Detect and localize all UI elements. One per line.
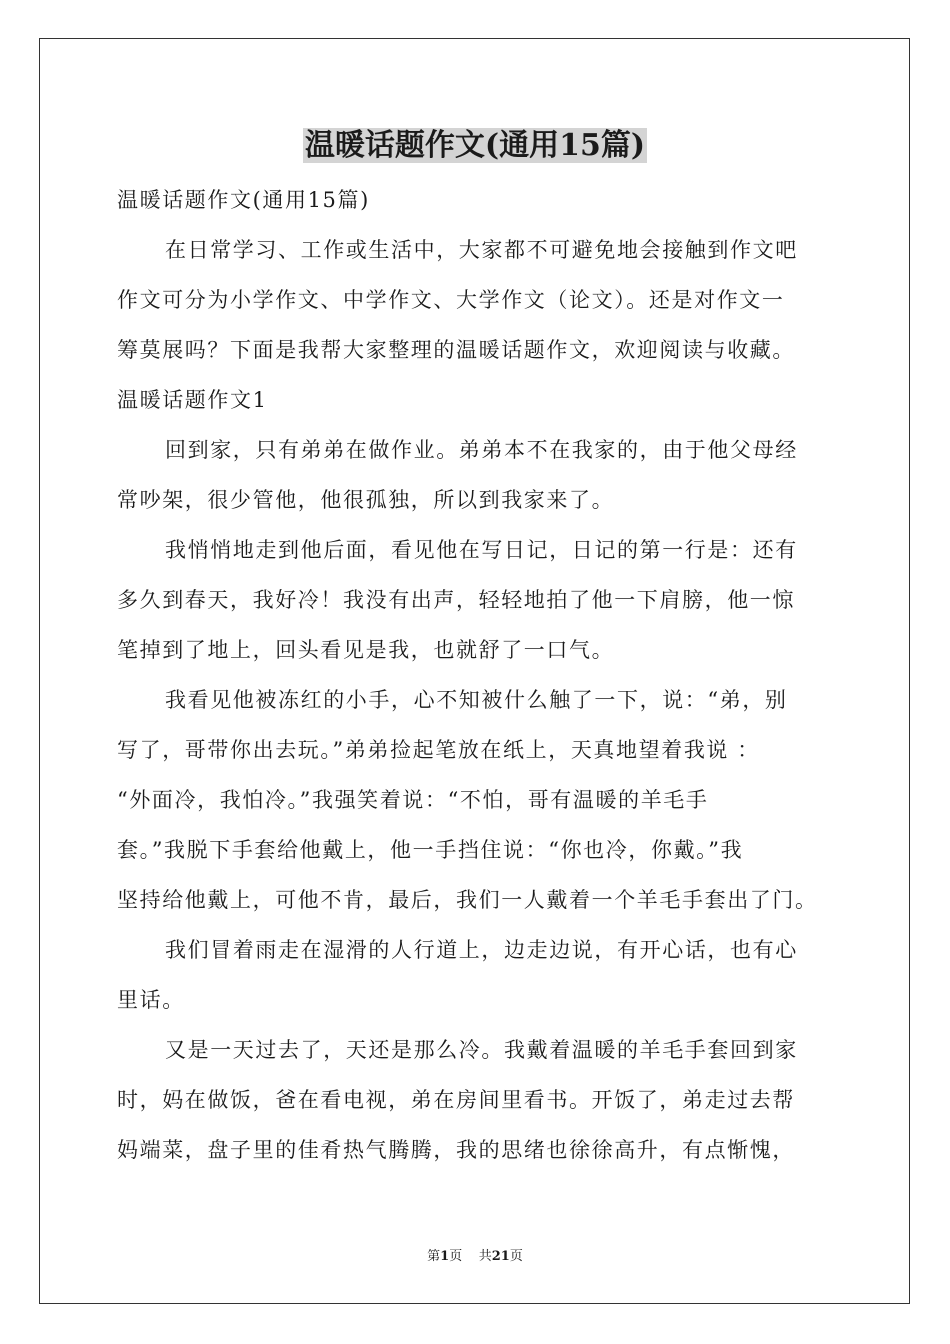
document-title bbox=[0, 124, 950, 168]
text-line: 回到家，只有弟弟在做作业。弟弟本不在我家的，由于他父母经 bbox=[165, 438, 798, 462]
total-suffix: 页 bbox=[509, 1249, 523, 1264]
text-line: 我看见他被冻红的小手，心不知被什么触了一下，说：“弟，别 bbox=[165, 688, 788, 712]
document-body bbox=[117, 175, 857, 1175]
text-line: 写了，哥带你出去玩。”弟弟捡起笔放在纸上，天真地望着我说 ： bbox=[117, 738, 760, 762]
document-title-text: 温暖话题作文(通用15篇) bbox=[304, 128, 646, 163]
text-line: 作文可分为小学作文、中学作文、大学作文（论文）。还是对作文一 bbox=[117, 288, 785, 312]
text-line: 套。”我脱下手套给他戴上，他一手挡住说：“你也冷，你戴。”我 bbox=[117, 838, 744, 862]
total-pages: 21 bbox=[491, 1249, 510, 1264]
text-line: 妈端菜，盘子里的佳肴热气腾腾，我的思绪也徐徐高升，有点惭愧， bbox=[117, 1138, 795, 1162]
text-line: 里话。 bbox=[117, 988, 185, 1012]
text-line: 温暖话题作文1 bbox=[117, 388, 268, 412]
page-suffix: 页 bbox=[449, 1249, 463, 1264]
text-line: 我悄悄地走到他后面，看见他在写日记，日记的第一行是：还有 bbox=[165, 538, 798, 562]
text-line: 时，妈在做饭，爸在看电视，弟在房间里看书。开饭了，弟走过去帮 bbox=[117, 1088, 795, 1112]
text-line: 筹莫展吗？下面是我帮大家整理的温暖话题作文，欢迎阅读与收藏。 bbox=[117, 338, 795, 362]
text-line: 坚持给他戴上，可他不肯，最后，我们一人戴着一个羊毛手套出了门。 bbox=[117, 888, 818, 912]
text-line: 多久到春天，我好冷！我没有出声，轻轻地拍了他一下肩膀，他一惊 bbox=[117, 588, 795, 612]
page-number: 1 bbox=[440, 1249, 450, 1264]
text-line: 笔掉到了地上，回头看见是我，也就舒了一口气。 bbox=[117, 638, 615, 662]
page-prefix: 第 bbox=[427, 1249, 441, 1264]
text-line: 常吵架，很少管他，他很孤独，所以到我家来了。 bbox=[117, 488, 615, 512]
text-line: 温暖话题作文(通用15篇) bbox=[117, 188, 370, 212]
total-prefix: 共 bbox=[478, 1249, 492, 1264]
text-line: 我们冒着雨走在湿滑的人行道上，边走边说，有开心话，也有心 bbox=[165, 938, 798, 962]
text-line: 在日常学习、工作或生活中，大家都不可避免地会接触到作文吧 bbox=[165, 238, 798, 262]
text-line: “外面冷，我怕冷。”我强笑着说：“不怕，哥有温暖的羊毛手 bbox=[117, 788, 709, 812]
page-footer bbox=[0, 1248, 950, 1266]
text-line: 又是一天过去了，天还是那么冷。我戴着温暖的羊毛手套回到家 bbox=[165, 1038, 798, 1062]
